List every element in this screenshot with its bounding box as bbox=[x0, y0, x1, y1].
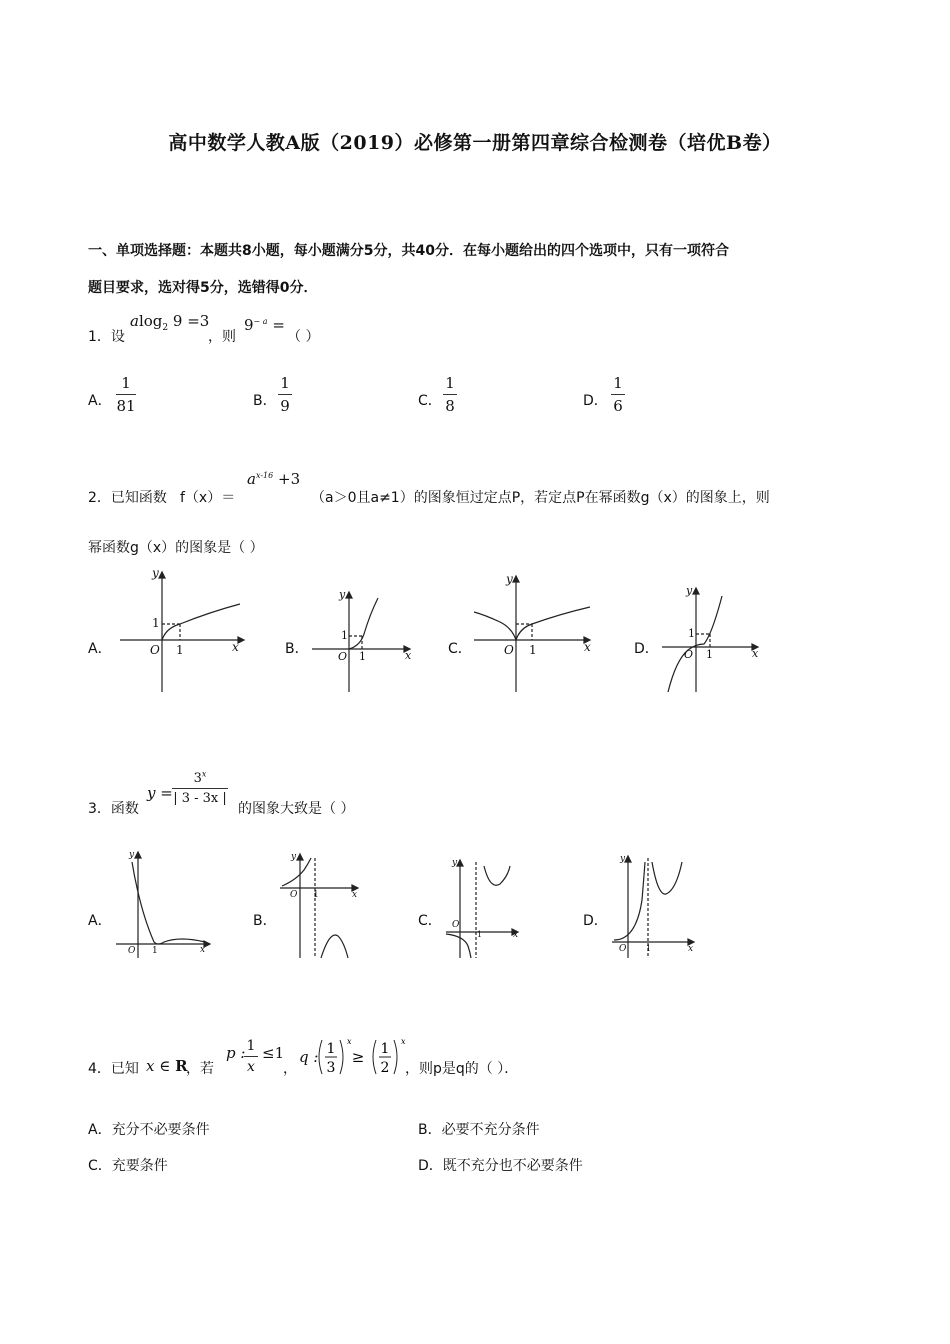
q2a-y-label: y bbox=[152, 566, 159, 580]
q2a-origin: O bbox=[150, 643, 160, 657]
q3-option-d-label[interactable]: D． bbox=[583, 913, 608, 929]
q2-number: 2．已知函数 bbox=[88, 490, 167, 506]
q3c-origin: O bbox=[452, 920, 460, 930]
q4-comma2: ， bbox=[283, 1061, 297, 1077]
q2-graph-a bbox=[120, 572, 244, 692]
q2a-x-label: x bbox=[232, 640, 239, 654]
q2-text-line2: 幂函数g（x）的图象是（ ） bbox=[88, 540, 264, 556]
q1-mid: ，则 bbox=[208, 329, 236, 345]
q3a-origin: O bbox=[128, 946, 136, 956]
q1-option-c-fraction: 1 8 bbox=[443, 374, 457, 415]
q2b-x-one: 1 bbox=[359, 650, 366, 663]
q4-p-label: p : bbox=[226, 1044, 246, 1062]
q3b-origin: O bbox=[290, 890, 298, 900]
q2a-y-one: 1 bbox=[152, 616, 160, 630]
q3-graph-b bbox=[280, 854, 358, 958]
q2-fx-expression: $a^{x-16} +3$ bbox=[247, 470, 301, 488]
q4-option-c[interactable]: C．充要条件 bbox=[88, 1158, 168, 1174]
q4-p-rest: ≤1 bbox=[262, 1044, 285, 1062]
q3d-y-label: y bbox=[620, 854, 626, 864]
q3d-x-one: 1 bbox=[646, 944, 652, 953]
q2d-y-label: y bbox=[686, 584, 693, 597]
q1-blank: （ ） bbox=[287, 329, 320, 345]
q1-option-d-label[interactable]: D． bbox=[583, 393, 608, 409]
q3d-origin: O bbox=[619, 944, 627, 954]
q3-option-b-label[interactable]: B． bbox=[253, 913, 277, 929]
q3b-x-one: 1 bbox=[313, 890, 319, 900]
q2a-x-one: 1 bbox=[176, 643, 184, 657]
q4-q-exp2: x bbox=[401, 1037, 406, 1046]
q4-q-num1: 1 bbox=[326, 1041, 336, 1057]
q3-number: 3．函数 bbox=[88, 801, 139, 817]
q4-q-label: q : bbox=[299, 1048, 319, 1066]
q2-graph-c bbox=[474, 576, 590, 692]
q2c-x-one: 1 bbox=[529, 643, 537, 657]
q4-q-den1: 3 bbox=[326, 1060, 336, 1076]
q4-p-fraction: 1 x bbox=[244, 1038, 258, 1075]
q2b-y-label: y bbox=[339, 588, 346, 601]
q2c-origin: O bbox=[504, 643, 514, 657]
page-title: 高中数学人教A版（2019）必修第一册第四章综合检测卷（培优B卷） bbox=[168, 132, 782, 154]
q4-q-num2: 1 bbox=[380, 1041, 390, 1057]
q4-option-d[interactable]: D．既不充分也不必要条件 bbox=[418, 1158, 583, 1174]
q2c-y-label: y bbox=[506, 572, 513, 586]
section-header-line2: 题目要求，选对得5分，选错得0分． bbox=[88, 280, 318, 296]
q3c-y-label: y bbox=[452, 858, 458, 868]
q3a-x-one: 1 bbox=[152, 946, 158, 956]
q2c-x-label: x bbox=[584, 640, 591, 654]
q3-graph-d bbox=[612, 856, 694, 958]
q4-tail: ，则p是q的（ ）． bbox=[405, 1061, 519, 1077]
q2-graph-d bbox=[662, 588, 758, 692]
q4-option-b[interactable]: B．必要不充分条件 bbox=[418, 1122, 540, 1138]
q4-q-expression bbox=[316, 1034, 412, 1082]
q1-option-d-fraction: 1 6 bbox=[611, 374, 625, 415]
q4-comma1: ，若 bbox=[186, 1061, 214, 1077]
q3-graph-a bbox=[116, 852, 210, 958]
q1-option-a-label[interactable]: A． bbox=[88, 393, 112, 409]
q4-option-a[interactable]: A．充分不必要条件 bbox=[88, 1122, 210, 1138]
q4-q-den2: 2 bbox=[380, 1060, 390, 1076]
q3c-x-one: 1 bbox=[477, 930, 483, 939]
q2-fx: f（x）＝ bbox=[180, 490, 236, 506]
q2d-x-one: 1 bbox=[706, 648, 713, 661]
q3d-x-label: x bbox=[688, 944, 694, 954]
q2-option-c-label[interactable]: C． bbox=[448, 641, 472, 657]
q3-y-eq: y = bbox=[147, 784, 173, 802]
q1-condition: alog$_2$ 9 =3 bbox=[130, 312, 210, 333]
q3b-x-label: x bbox=[352, 890, 358, 900]
q2b-y-one: 1 bbox=[341, 629, 348, 642]
q1-number: 1．设 bbox=[88, 329, 125, 345]
q2-graph-b bbox=[312, 592, 410, 692]
q1-option-b-label[interactable]: B． bbox=[253, 393, 277, 409]
q3-graph-c bbox=[446, 860, 518, 958]
section-header-line1: 一、单项选择题：本题共8小题，每小题满分5分，共40分．在每小题给出的四个选项中，只有一项符合 bbox=[88, 243, 729, 259]
q2-option-b-label[interactable]: B． bbox=[285, 641, 309, 657]
q3c-x-label: x bbox=[513, 930, 519, 940]
q1-option-a-fraction: 1 81 bbox=[116, 374, 136, 415]
q3a-x-label: x bbox=[200, 945, 206, 955]
q2-option-a-label[interactable]: A． bbox=[88, 641, 112, 657]
q3-option-a-label[interactable]: A． bbox=[88, 913, 112, 929]
q4-x-in-r: x ∈ R bbox=[146, 1057, 188, 1075]
q1-expression: $9^{- a}$ = bbox=[244, 316, 285, 334]
q2d-origin: O bbox=[684, 648, 694, 661]
q2-option-d-label[interactable]: D． bbox=[634, 641, 659, 657]
q1-option-c-label[interactable]: C． bbox=[418, 393, 442, 409]
q2-text-line1: （a＞0且a≠1）的图象恒过定点P，若定点P在幂函数g（x）的图象上，则 bbox=[311, 490, 770, 506]
q4-q-exp1: x bbox=[347, 1037, 352, 1046]
q3a-y-label: y bbox=[129, 850, 135, 860]
q2b-x-label: x bbox=[405, 649, 412, 662]
q3-text: 的图象大致是（ ） bbox=[238, 801, 355, 817]
q4-q-ge: ≥ bbox=[351, 1048, 365, 1066]
q3-option-c-label[interactable]: C． bbox=[418, 913, 442, 929]
q1-option-b-fraction: 1 9 bbox=[278, 374, 292, 415]
q2d-x-label: x bbox=[752, 647, 759, 660]
q4-number: 4．已知 bbox=[88, 1061, 139, 1077]
q3-function-fraction: 3$^x$ | 3 - 3x | bbox=[173, 770, 227, 807]
q2d-y-one: 1 bbox=[688, 627, 695, 640]
q2b-origin: O bbox=[338, 650, 348, 663]
q3b-y-label: y bbox=[291, 852, 297, 862]
